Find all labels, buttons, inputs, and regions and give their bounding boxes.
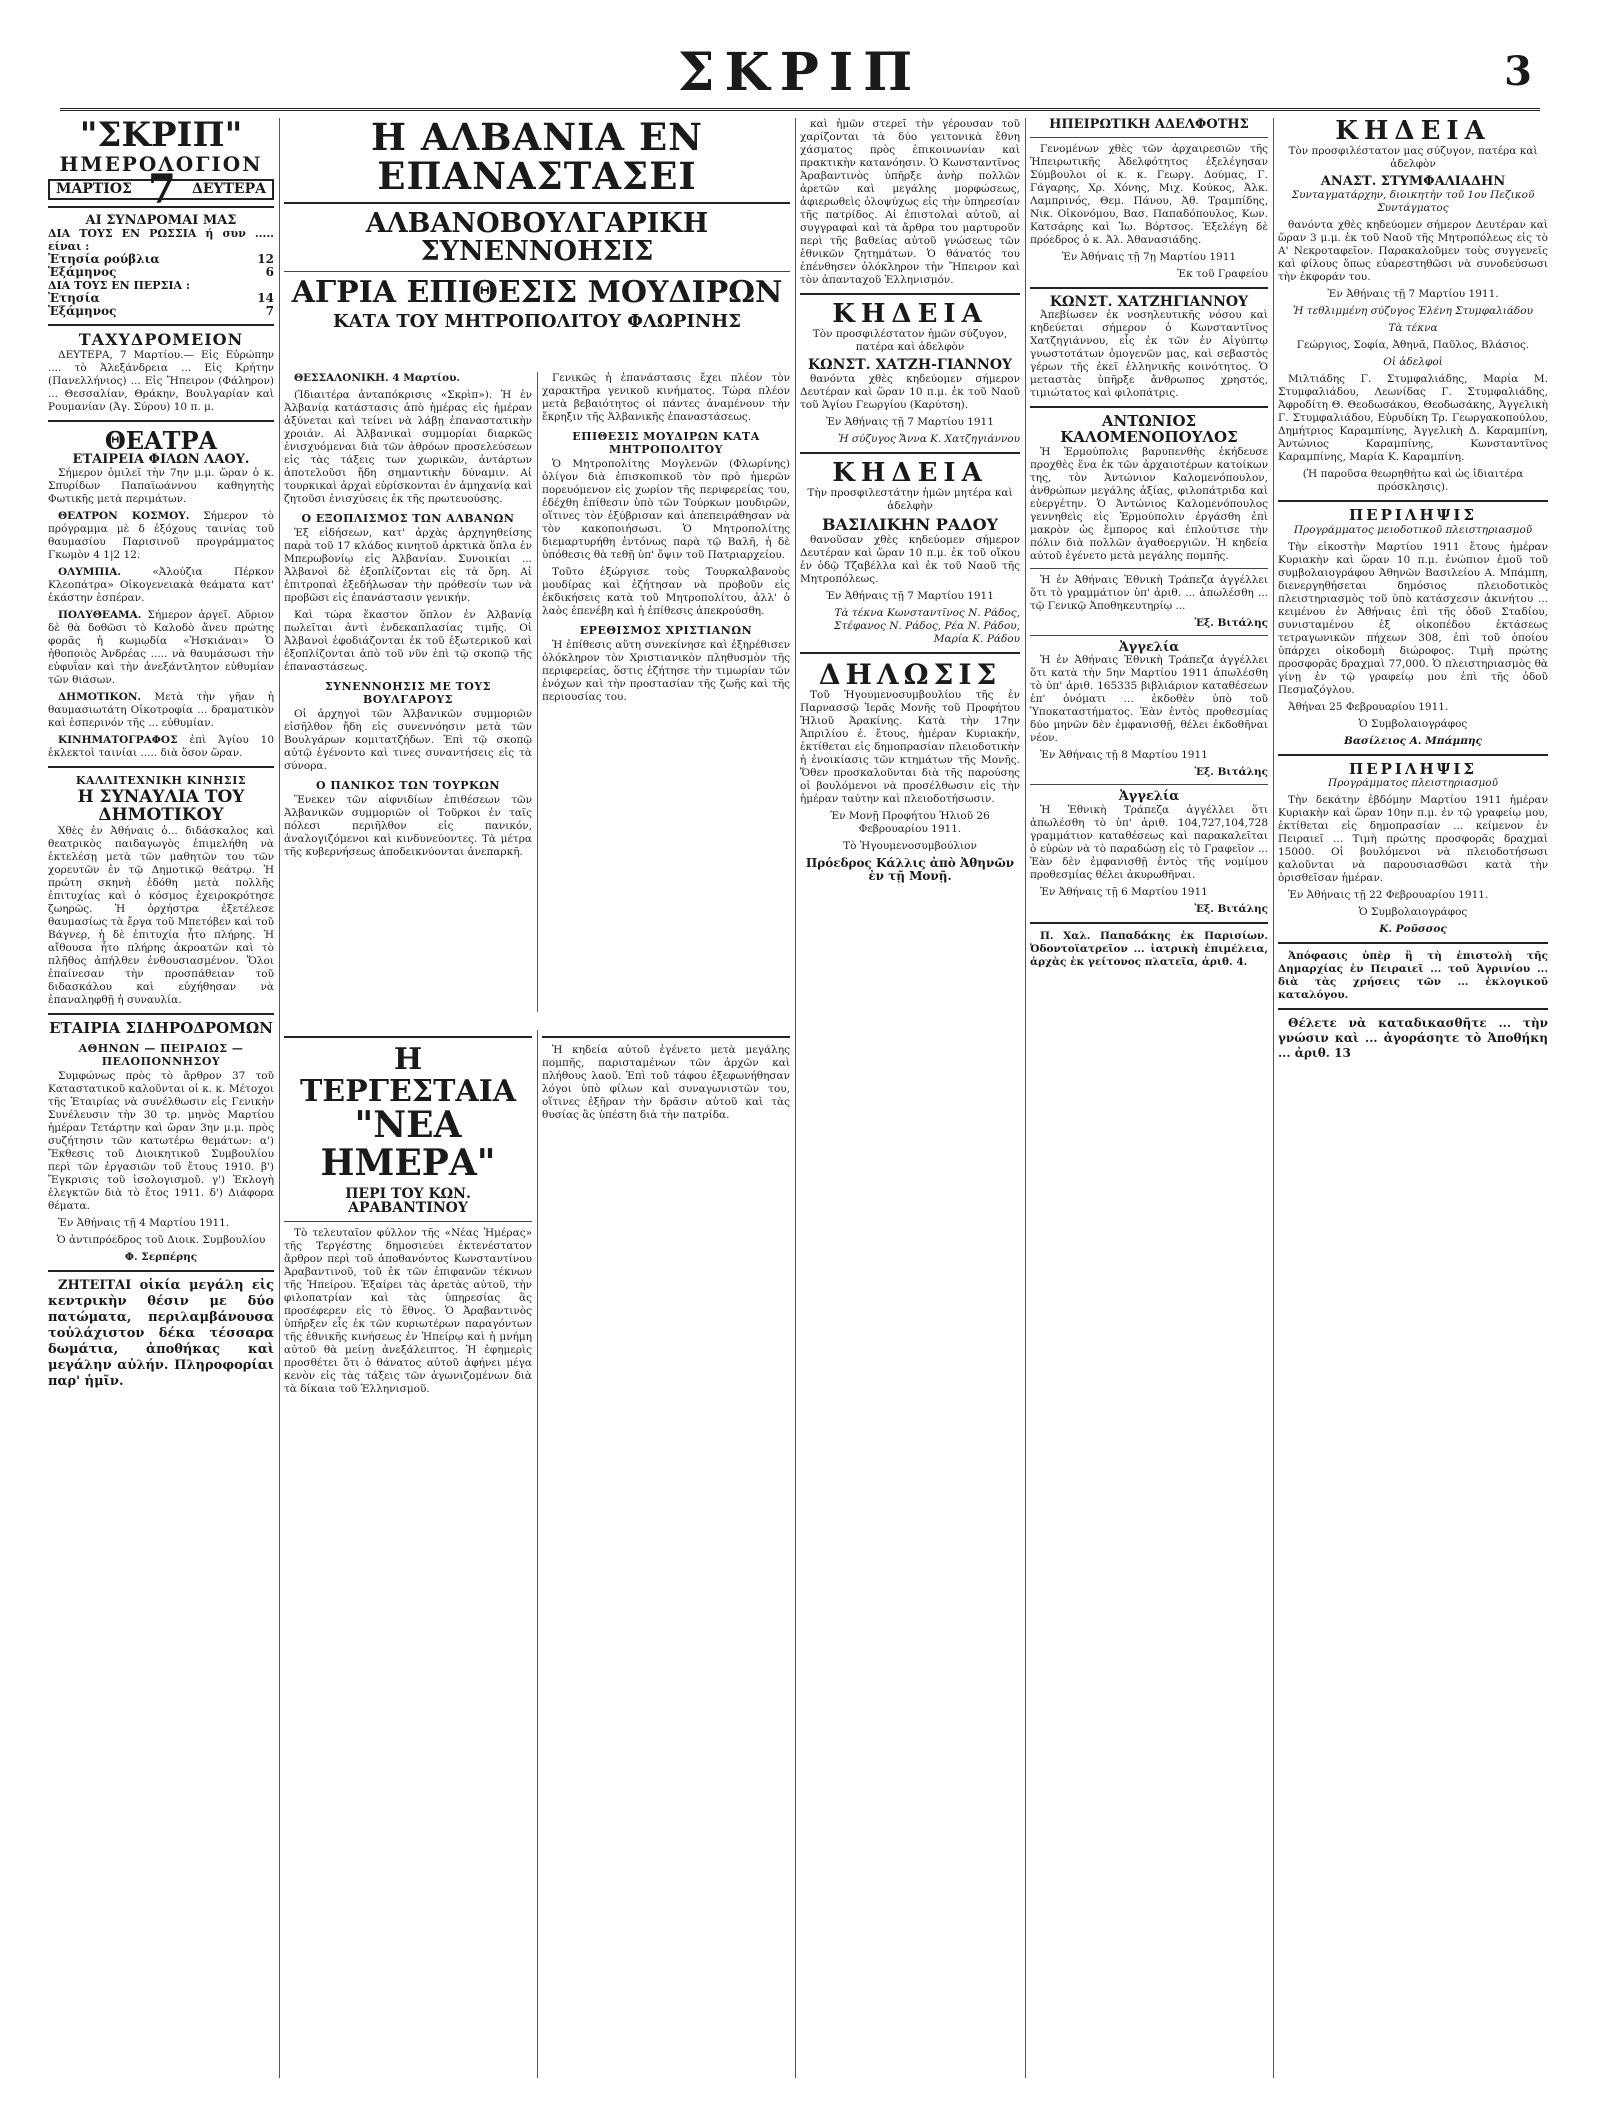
column-rule (1273, 118, 1274, 2078)
decision-notice: Ἀπόφασις ὑπὲρ ἣ τὴ ἐπιστολὴ τῆς Δημαρχίας ἐν Πειραιεῖ ... τοῦ Ἀγρινίου ... διὰ τὰς χρήσεις τῶν ... ἐκλογικοῦ καταλόγου. (1278, 950, 1548, 1002)
summary-text: Τὴν εἰκοστὴν Μαρτίου 1911 ἔτους ἡμέραν Κυριακὴν καὶ ὥραν 10 π.μ. ἐνώπιον ἐμοῦ τοῦ συμβολαιογράφου Ἀθηνῶν Βασιλείου Α. Μπάμπη, διενεργηθήσεται δημόσιος πλειοδοτικὸς πλειστηριασμὸς τοῦ ὑπὸ κατάσχεσιν ἀκινήτου ... κειμένου ἐν Ἀθήναις ἐπὶ τῆς ὁδοῦ Σταδίου, συνισταμένου ἐξ οἰκοπέδου ἐκτάσεως τετραγωνικῶν πήχεων 308, ἐπὶ τοῦ ὁποίου ὑπάρχει οἰκοδομὴ διώροφος. Τιμὴ πρώτης προσφορᾶς δραχμαὶ 77,000. Ὁ πλειστηριασμὸς θὰ γίνῃ ἐν τῷ γραφείῳ μου ἐπὶ τῆς ὁδοῦ Πεσμαζόγλου. (1278, 540, 1548, 696)
column-calendar (48, 118, 274, 2078)
column-rule (537, 1030, 538, 2078)
funeral-heading: ΚΗΔΕΙΑ (1335, 118, 1491, 146)
day-number: 7 (148, 165, 176, 213)
calendar-subtitle: ΗΜΕΡΟΛΟΓΙΟΝ (59, 151, 263, 176)
tergestaia-headline: Η ΤΕΡΓΕΣΤΑΙΑ (299, 1042, 517, 1109)
cinema-entry: ΔΗΜΟΤΙΚΟΝ. Μετὰ τὴν γῆαν ἡ θαυμασιωτάτη Οἰκοτροφία ... δραματικὸν καὶ ἑσπερινόν τῆς ... εὐθυμίαν. (48, 690, 274, 729)
dateline: ΘΕΣΣΑΛΟΝΙΚΗ. 4 Μαρτίου. (294, 372, 461, 384)
funeral-signature: Τὰ τέκνα Κωνσταντῖνος Ν. Ράδος, Στέφανος Ν. Ράδος, Ρέα Ν. Ράδου, Μαρία Κ. Ράδου (834, 607, 1020, 646)
summary-heading: ΠΕΡΙΛΗΨΙΣ (1348, 759, 1478, 778)
bank-notice: Ἡ ἐν Ἀθήναις Ἐθνικὴ Τράπεζα ἀγγέλλει ὅτι κατὰ τὴν 5ην Μαρτίου 1911 ἀπωλέσθη τὸ ὑπ' ἀριθ. 165335 βιβλιάριον καταθέσεων ἐπ' ὀνόματι ... ἐκδοθὲν ὑπὸ τοῦ Ὑποκαταστήματος. Ἐὰν ἐντὸς προθεσμίας δύο μηνῶν δὲν ἐμφανισθῇ, θέλει ἐκδοθῆναι νέον. (1030, 654, 1268, 745)
summary-date: Ἀθήναι 25 Φεβρουαρίου 1911. (1288, 700, 1449, 713)
funeral-siblings-heading: Οἱ ἀδελφοὶ (1383, 355, 1443, 368)
article-text: Οἱ ἀρχηγοὶ τῶν Ἀλβανικῶν συμμοριῶν εἰσῆλθον ἤδη εἰς συνεννόησιν μετὰ τῶν Βουλγάρων κομιτατζήδων. Ἐπὶ τῷ σκοπῷ αὐτῷ ἐγένοντο καὶ τινες συναντήσεις εἰς τὰ σύνορα. (284, 708, 532, 772)
subs-persia-heading: ΔΙΑ ΤΟΥΣ ΕΝ ΠΕΡΣΙΑ : (48, 279, 190, 293)
funeral-heading: ΚΗΔΕΙΑ (832, 299, 988, 329)
cinema-entry: ΚΙΝΗΜΑΤΟΓΡΑΦΟΣ ἐπὶ Ἀγίου 10 ἐκλεκτοὶ ταινίαι ..... διὰ ὅσον ὥραν. (48, 733, 274, 759)
funeral-signature: Ἡ σύζυγος Ἄννα Κ. Χατζηγιάννου (838, 432, 1020, 445)
summary-signature-role: Ὁ Συμβολαιογράφος (1358, 717, 1468, 730)
cinema-entry: ΘΕΑΤΡΟΝ ΚΟΣΜΟΥ. Σήμερον τὸ πρόγραμμα μὲ δ ἐξόχους ταινίας τοῦ θαυμασίου Παρισινοῦ προγράμματος Γκωμὸν 4 1|2 12. (48, 509, 274, 561)
tergestaia-column-left (284, 1030, 532, 2078)
article-text: Καὶ τώρα ἕκαστον ὅπλον ἐν Ἀλβανίᾳ πωλεῖται ἀντὶ ἐνδεκαπλασίας τιμῆς. Οἱ Ἀλβανοὶ ἐφοδιάζονται ἐκ τοῦ ἐξωτερικοῦ καὶ ἐξοπλίζονται ἀπὸ τοῦ νῦν ἐπὶ τῷ σκοπῷ τῆς ἐπαναστάσεως. (284, 609, 532, 673)
funeral-date: Ἐν Ἀθήναις τῇ 7 Μαρτίου 1911 (826, 415, 994, 428)
bank-signature: Ἐξ. Βιτάλης (1194, 616, 1268, 629)
funeral-wife: Ἡ τεθλιμμένη σύζυγος Ἑλένη Στυμφαλιάδου (1293, 304, 1533, 317)
subs-russia-heading: ΔΙΑ ΤΟΥΣ ΕΝ ΡΩΣΣΙΑ ή συν ..... είναι : (48, 227, 274, 254)
obituary-heading: ΚΩΝΣΤ. ΧΑΤΖΗΓΙΑΝΝΟΥ (1049, 293, 1249, 310)
article-text: Τοῦτο ἐξώργισε τοὺς Τουρκαλβανοὺς μουδίρας καὶ ἐζήτησαν νὰ προβοῦν εἰς ἐκδικήσεις κατὰ τοῦ Μητροπολίτου, ἀλλ' ὁ λαὸς ἐπενέβη καὶ ἡ ἐπίθεσις ἀπεκρούσθη. (542, 566, 790, 617)
art-heading: ΚΑΛΛΙΤΕΧΝΙΚΗ ΚΙΝΗΣΙΣ (75, 773, 247, 787)
summary-text: Τὴν δεκάτην ἐβδόμην Μαρτίου 1911 ἡμέραν Κυριακὴν καὶ ὥραν 10ην π.μ. ἐν τῷ γραφείῳ μου, ἐκτίθεται εἰς δημοπρασίαν ... κείμενον ἐν Πειραιεῖ ... Τιμὴ πρώτης προσφορᾶς δραχμαὶ 15000. Οἱ βουλόμενοι νὰ πλειοδοτήσωσι καλοῦνται νὰ παρουσιασθῶσι κατὰ τὴν ὁρισθεῖσαν ἡμέραν. (1278, 794, 1548, 885)
article-text: Ἐξ εἰδήσεων, κατ' ἀρχὰς ἀρχηγηθείσης παρὰ τοῦ 17 κλάδος κινητοῦ ἀρκτικὰ ὅπλα ἐν Μπερωβονίῳ εἰς Ἀλβανίαν. Συνοικίαι ... Ἀλβανοὶ δὲ ἐξοπλίζονται εἰς τὰ ὄρη. Αἱ ἐπιτροπαὶ ἐξεδήλωσαν τὴν πρόθεσίν των νὰ προβῶσι εἰς ἐπανάστασιν γενικήν. (284, 527, 532, 604)
obituary-heading: ΑΝΤΩΝΙΟΣ ΚΑΛΟΜΕΝΟΠΟΥΛΟΣ (1060, 412, 1238, 447)
railway-text: Συμφώνως πρὸς τὸ ἄρθρον 37 τοῦ Καταστατικοῦ καλοῦνται οἱ κ. κ. Μέτοχοι τῆς Ἑταιρίας νὰ συνέλθωσιν εἰς Γενικὴν Συνέλευσιν τὴν 30 τρ. μηνὸς Μαρτίου ἡμέραν Τετάρτην καὶ ὥραν 3ην μ.μ. πρὸς συζήτησιν τῶν κατωτέρω θεμάτων: α') Ἔκθεσις τοῦ Διοικητικοῦ Συμβουλίου περὶ τῶν ἐργασιῶν τοῦ ἔτους 1910. β') Ἔγκρισις τοῦ ἰσολογισμοῦ. γ') Ἐκλογὴ ἐλεγκτῶν διὰ τὸ ἔτος 1911. δ') Διάφορα θέματα. (48, 1070, 274, 1213)
bank-notice-heading: Ἀγγελία (1118, 789, 1180, 805)
albania-headline: Η ΑΛΒΑΝΙΑ ΕΝ ΕΠΑΝΑΣΤΑΣΕΙ (371, 118, 703, 198)
bank-date: Ἐν Ἀθήναις τῇ 6 Μαρτίου 1911 (1040, 886, 1208, 899)
albania-subheadline: ΑΛΒΑΝΟΒΟΥΛΓΑΡΙΚΗ ΣΥΝΕΝΝΟΗΣΙΣ (365, 207, 709, 268)
bank-signature: Ἐξ. Βιτάλης (1194, 903, 1268, 916)
summary-subheading: Προγράμματος μειοδοτικοῦ πλειστηριασμοῦ (1293, 523, 1533, 536)
column-obituaries (800, 118, 1020, 2078)
cinema-entry: ΟΛΥΜΠΙΑ. «Ἀλούζια Πέρκον Κλεοπάτρα» Οἰκογενειακὰ θεάματα κατ' ἐκάστην ἑσπέραν. (48, 565, 274, 604)
section-heading: ΕΠΙΘΕΣΙΣ ΜΟΥΔΙΡΩΝ ΚΑΤΑ ΜΗΤΡΟΠΟΛΙΤΟΥ (572, 430, 760, 456)
brotherhood-text: Γενομένων χθὲς τῶν ἀρχαιρεσιῶν τῆς Ἠπειρωτικῆς Ἀδελφότητος ἐξελέγησαν Σύμβουλοι οἱ κ. κ. Γεωργ. Δούμας, Γ. Γάγαρης, Χρ. Χόνης, Μιχ. Κούκος, Ἀλκ. Λαμπρινός, Θεμ. Πάνου, Ἀθ. Τραμπίδης, Νικ. Οἰκονόμου, Βασ. Παπαδόπουλος, Κων. Κατσάρης καὶ Ἰω. Βόρτσος. Ἐξελέγη δὲ πρόεδρος ὁ κ. Ἀλ. Ἀθανασιάδης. (1030, 142, 1268, 246)
column-rule (795, 118, 796, 2078)
article-text: Ἡ ἐπίθεσις αὕτη συνεκίνησε καὶ ἐξηρέθισεν ὁλόκληρον τὸν Χριστιανικὸν πληθυσμὸν τῆς περιφερείας, ὅστις ἐζήτησε τὴν τιμωρίαν τῶν ἐνόχων καὶ τὴν προστασίαν τῆς ζωῆς καὶ τῆς περιουσίας του. (542, 639, 790, 703)
section-heading: Ο ΕΞΟΠΛΙΣΜΟΣ ΤΩΝ ΑΛΒΑΝΩΝ (301, 512, 515, 525)
article-continued: καὶ ἡμῶν στερεῖ τὴν γέρουσαν τοῦ χαρίζονται τὰ δύο γειτονικὰ ἔθνη χάσματος πρὸς ἐπικοινωνίαν καὶ πρακτικὴν κατανόησιν. Ὁ Κωνσταντῖνος Ἀραβαντινὸς ὑπῆρξε ἀνὴρ πολλῶν ἀρετῶν καὶ μεγάλης μορφώσεως, ἀφιερωθεὶς ὁλοψύχως εἰς τὴν ὑπηρεσίαν τῆς πατρίδος. Αἱ ἐπιστολαὶ αὐτοῦ, αἱ συγγραφαὶ καὶ τὰ ἄρθρα του μαρτυροῦν περὶ τῆς βαθείας αὐτοῦ γνώσεως τῶν ἐθνικῶν ζητημάτων. Ὁ θάνατός του ἐπένθησεν ὁλόκληρον τὴν Ἤπειρον καὶ τὸν ἀπανταχοῦ Ἑλληνισμόν. (800, 118, 1020, 286)
page-number: 3 (1504, 48, 1532, 95)
column-rule (1025, 118, 1026, 2078)
theatre-heading: ΘΕΑΤΡΑ (104, 426, 218, 456)
post-text: ΔΕΥΤΕΡΑ, 7 Μαρτίου.— Εἰς Εὐρώπην .... τὸ Ἀλεξάνδρεια ... Εἰς Κρήτην (Πανελλήνιος) ... Εἰς Ἤπειρον (Φάληρον) ... Θεσσαλίαν, Θράκην, Βουλγαρίαν καὶ Ρουμανίαν (Ἀγ. Σύρου) 10 π. μ. (48, 349, 274, 414)
bank-notice: Ἡ Ἐθνικὴ Τράπεζα ἀγγέλλει ὅτι ἀπωλέσθη τὸ ὑπ' ἀριθ. 104,727,104,728 γραμμάτιον καταθέσεως καὶ παρακαλεῖται ὁ εὑρὼν νὰ τὸ παραδώσῃ εἰς τὸ Γραφεῖον ... Ἐὰν δὲν ἐμφανισθῇ ἐντὸς τῆς νομίμου προθεσμίας θέλει ἀκυρωθῆναι. (1030, 804, 1268, 882)
funeral-text: θανοῦσαν χθὲς κηδεύομεν σήμερον Δευτέραν καὶ ὥραν 10 π.μ. ἐκ τοῦ οἴκου ἐν ὁδῷ Τζαβέλλα καὶ ἐκ τοῦ Ναοῦ τῆς Μητροπόλεως. (800, 534, 1020, 586)
column-notices (1278, 118, 1548, 2078)
bank-notice-heading: Ἀγγελία (1118, 639, 1180, 655)
wanted-ad: ΖΗΤΕΙΤΑΙ οἰκία μεγάλη εἰς κεντρικὴν θέσιν με δύο πατώματα, περιλαμβάνουσα τοὐλάχιστον δέκα τέσσαρα δωμάτια, ἀποθήκας καὶ μεγάλην αὐλήν. Πληροφορίαι παρ' ἡμῖν. (48, 1278, 274, 1390)
subscriptions-heading: ΑΙ ΣΥΝΔΡΟΜΑΙ ΜΑΣ (85, 212, 237, 228)
bank-signature: Ἐξ. Βιτάλης (1194, 766, 1268, 779)
summary-subheading: Προγράμματος πλειστηριασμοῦ (1328, 777, 1498, 790)
summary-date: Ἐν Ἀθήναις τῇ 22 Φεβρουαρίου 1911. (1288, 889, 1489, 902)
albania-attack-subheadline: ΚΑΤΑ ΤΟΥ ΜΗΤΡΟΠΟΛΙΤΟΥ ΦΛΩΡΙΝΗΣ (332, 310, 742, 332)
month: ΜΑΡΤΙΟΣ (56, 180, 132, 197)
railway-heading: ΕΤΑΙΡΙΑ ΣΙΔΗΡΟΔΡΟΜΩΝ (49, 1018, 273, 1037)
funeral-children: Γεώργιος, Σοφία, Ἀθηνᾶ, Παῦλος, Βλάσιος. (1296, 338, 1530, 351)
obituary-text: Ἀπεβίωσεν ἐκ νοσηλευτικῆς νόσου καὶ κηδεύεται σήμερον ὁ Κωνσταντῖνος Χατζηγιάννου, εἷς ἐκ τῶν ἐν Αἰγύπτῳ γνωστοτάτων ὁμογενῶν μας, καὶ σεβαστὸς γέρων τῆς ἐκεῖ ἑλληνικῆς κοινότητος. Ὁ μεταστὰς ὑπῆρξε ἄνθρωπος χρηστός, τιμιώτατος καὶ φιλοπάτρις. (1030, 309, 1268, 400)
funeral-siblings: Μιλτιάδης Γ. Στυμφαλιάδης, Μαρία Μ. Στυμφαλιάδου, Λεωνίδας Γ. Στυμφαλιάδης, Ἀφροδίτη Θ. Θεοδωσάκου, Θεοδωσάκης, Ἀγγελικὴ Γ. Στυμφαλιάδου, Εὐρυδίκη Τρ. Γεωργακοπούλου, Δημήτριος Καραμπίνης, Ἀγγελικὴ Δ. Καραμπίνη, Ἀντώνιος Καραμπίνης, Κωνσταντῖνος Καραμπίνης, Μαρία Κ. Καραμπίνη. (1278, 372, 1548, 463)
albania-column-left (284, 372, 532, 1012)
dentist-ad: Π. Χαλ. Παπαδάκης ἐκ Παρισίων. Ὀδοντοϊατρεῖον ... ἰατρικὴ ἐπιμέλεια, ἀρχὰς ἐκ γείτονος πλατεῖα, ἀριθ. 4. (1030, 930, 1268, 969)
article-text: Ὁ Μητροπολίτης Μογλενῶν (Φλωρίνης) ὀλίγον διὰ ἐπισκοπικοῦ τὸν πρὸ ἡμερῶν πορευόμενον εἰς χωρίον τῆς περιφερείας του, ἐδέχθη ἐπίθεσιν ὑπὸ τῶν Τούρκων μουδιρῶν, οἵτινες τὸν ἐξύβρισαν καὶ ἀπεπειράθησαν νὰ τὸν κακοποιήσωσι. Ὁ Μητροπολίτης διεμαρτυρήθη ἐντόνως παρὰ τῷ Βαλῆ, ἡ δὲ ὑπόθεσις θὰ τεθῇ ὑπ' ὄψιν τοῦ Πατριαρχείου. (542, 458, 790, 561)
article-text: Ἡ κηδεία αὐτοῦ ἐγένετο μετὰ μεγάλης πομπῆς, παρισταμένων τῶν ἀρχῶν καὶ πλήθους λαοῦ. Ἐπὶ τοῦ τάφου ἐξεφωνήθησαν λόγοι ὑπὸ φίλων καὶ συναγωνιστῶν του, οἵτινες ἐξῆραν τὴν δρᾶσιν αὐτοῦ καὶ τὰς θυσίας ἃς ὑπέστη διὰ τὴν πατρίδα. (542, 1044, 790, 1121)
brotherhood-date: Ἐν Ἀθήναις τῇ 7ῃ Μαρτίου 1911 (1061, 250, 1237, 263)
article-text: Γενικῶς ἡ ἐπανάστασις ἔχει πλέον τὸν χαρακτῆρα γενικοῦ κινήματος. Τώρα πλέον μετὰ βεβαιότητος οἱ πάντες ἀναμένουν τὴν ἔκρηξιν τῆς Ἀλβανικῆς ἐπαναστάσεως. (542, 372, 790, 423)
funeral-intro: Τὴν προσφιλεστάτην ἡμῶν μητέρα καὶ ἀδελφὴν (807, 487, 1013, 513)
summary-signature: Κ. Ροῦσσος (1379, 923, 1447, 936)
section-heading: ΕΡΕΘΙΣΜΟΣ ΧΡΙΣΤΙΑΝΩΝ (579, 624, 753, 637)
funeral-children-heading: Τὰ τέκνα (1388, 321, 1438, 334)
masthead (60, 38, 1540, 111)
weekday: ΔΕΥΤΕΡΑ (191, 180, 266, 197)
tergestaia-subheadline: ΠΕΡΙ ΤΟΥ ΚΩΝ. ΑΡΑΒΑΝΤΙΝΟΥ (345, 1185, 471, 1217)
railway-subheading: ΑΘΗΝΩΝ — ΠΕΙΡΑΙΩΣ — ΠΕΛΟΠΟΝΝΗΣΟΥ (78, 1042, 244, 1069)
summary-signature: Βασίλειος Α. Μπάμπης (1344, 734, 1482, 747)
article-text: Τὸ τελευταῖον φύλλον τῆς «Νέας Ἡμέρας» τῆς Τεργέστης δημοσιεύει ἐκτενέστατον ἄρθρον περὶ τοῦ ἀποθανόντος Κωνσταντίνου Ἀραβαντινοῦ, τοῦ ἐκ τῶν ἐπιφανῶν τέκνων τῆς Ἠπείρου. Ἐξαίρει τὰς ἀρετὰς αὐτοῦ, τὴν φιλοπατρίαν καὶ τὰς ὑπηρεσίας ἃς προσέφερεν εἰς τὸ ἔθνος. Ὁ Ἀραβαντινὸς ὑπῆρξεν εἷς ἐκ τῶν κυριωτέρων παραγόντων τῆς ἐθνικῆς κινήσεως ἐν Ἠπείρῳ καὶ ἡ μνήμη αὐτοῦ θὰ μείνῃ ἀνεξάλειπτος. Ἡ ἐφημερὶς προσθέτει ὅτι ὁ θάνατος αὐτοῦ ἀφήνει μέγα κενὸν εἰς τὰς τάξεις τῶν ἀγωνιζομένων διὰ τὰ δίκαια τοῦ Ἑλληνισμοῦ. (284, 1226, 532, 1395)
funeral-heading: ΚΗΔΕΙΑ (832, 457, 988, 488)
funeral-intro: Τὸν προσφιλέστατον ἡμῶν σύζυγον, πατέρα καὶ ἀδελφὸν (812, 328, 1008, 354)
society-text: Σήμερον ὁμιλεῖ τὴν 7ην μ.μ. ὥραν ὁ κ. Σπυρίδων Παπαϊωάννου καθηγητὴς Φωτικῆς μετὰ περιμάτων. (48, 466, 274, 505)
subs-row: Ἐτησία ρούβλια 12 (48, 252, 274, 267)
obituary-text: Ἡ Ἑρμούπολις βαρυπενθὴς ἐκήδευσε προχθὲς ἕνα ἐκ τῶν ἀρχαιοτέρων κατοίκων της, τὸν Ἀντώνιον Καλομενόπουλον, ἀνθρώπων μεγάλης ἀξίας, φιλοπάτριδα καὶ εὐεργέτην. Ὁ Ἀντώνιος Καλομενόπουλος γεννηθεὶς εἰς Ἑρμούπολιν ἐργάσθη ἐπὶ μακρὸν ὡς ἔμπορος καὶ ἐπλούτισε τὴν πόλιν διὰ πολλῶν ἀγαθοεργιῶν. Ἡ κηδεία αὐτοῦ ἐγένετο μετὰ μεγάλης πομπῆς. (1030, 445, 1268, 562)
funeral-text: θανόντα χθὲς κηδεύομεν σήμερον Δευτέραν καὶ ὥραν 3 μ.μ. ἐκ τοῦ Ναοῦ τῆς Μητροπόλεως εἰς τὸ Α' Νεκροταφεῖον. Παρακαλοῦμεν τοὺς συγγενεῖς καὶ φίλους ὅπως εὐαρεστηθῶσι νὰ συνοδεύσωσι τὴν ἐκφοράν του. (1278, 218, 1548, 283)
railway-date: Ἐν Ἀθήναις τῇ 4 Μαρτίου 1911. (58, 1217, 230, 1230)
albania-attack-headline: ΑΓΡΙΑ ΕΠΙΘΕΣΙΣ ΜΟΥΔΙΡΩΝ (291, 275, 783, 311)
railway-signature: Φ. Σερπέρης (124, 1251, 198, 1264)
summary-signature-role: Ὁ Συμβολαιογράφος (1358, 906, 1468, 919)
subs-row: Ἐτησία 14 (48, 291, 274, 306)
final-ad: Θέλετε νὰ καταδικασθῆτε ... τὴν γνώσιν καὶ ... ἀγοράσητε τὸ Ἀποθήκη ... ἀριθ. 13 (1278, 1016, 1548, 1061)
funeral-text: θανόντα χθὲς κηδεύομεν σήμερον Δευτέραν καὶ ὥραν 10 π.μ. ἐκ τοῦ Ναοῦ τοῦ Ἁγίου Γεωργίου (Καρύτση). (800, 372, 1020, 411)
newspaper-title: ΣΚΡΙΠ (677, 42, 923, 103)
bank-notice: Ἡ ἐν Ἀθήναις Ἐθνικὴ Τράπεζα ἀγγέλλει ὅτι τὸ γραμμάτιον ὑπ' ἀριθ. ... ἀπωλέσθη ... τῷ Γενικῷ Ἀποθηκευτηρίῳ ... (1030, 573, 1268, 612)
funeral-note: (Ἡ παροῦσα θεωρηθήτω καὶ ὡς ἰδιαιτέρα πρόσκλησις). (1302, 467, 1524, 493)
bank-date: Ἐν Ἀθήναις τῇ 8 Μαρτίου 1911 (1040, 749, 1208, 762)
funeral-date: Ἐν Ἀθήναις τῇ 7 Μαρτίου 1911. (1327, 287, 1499, 300)
summary-heading: ΠΕΡΙΛΗΨΙΣ (1348, 505, 1478, 524)
column-rule (537, 372, 538, 1012)
notice-text: Τοῦ Ἡγουμενοσυμβουλίου τῆς ἐν Παρνασσῷ Ἱερᾶς Μονῆς τοῦ Προφήτου Ἠλιοῦ Ἀρακίνης. Κατὰ τὴν 17ην Ἀπριλίου ἐ. ἔτους, ἡμέραν Κυριακήν, ἐκτίθεται εἰς δημοπρασίαν πλειοδοτικὴν ἡ ἐνοικίασις τῶν κτημάτων τῆς Μονῆς. Ὅθεν προσκαλοῦνται διὰ τῆς παρούσης οἱ βουλόμενοι νὰ προσέλθωσιν εἰς τὴν ἡμέραν ταύτην καὶ πλειοδοτήσωσιν. (800, 689, 1020, 806)
section-heading: ΣΥΝΕΝΝΟΗΣΙΣ ΜΕ ΤΟΥΣ ΒΟΥΛΓΑΡΟΥΣ (325, 680, 491, 706)
article-text: Ἕνεκεν τῶν αἰφνιδίων ἐπιθέσεων τῶν Ἀλβανικῶν συμμοριῶν οἱ Τοῦρκοι ἐν ταῖς πόλεσι περιῆλθον εἰς πανικόν, ἀναλογιζόμενοι καὶ κινδυνεύοντες. Τὰ μέτρα τῆς κυβερνήσεως ἀποδεικνύονται ἀνεπαρκῆ. (284, 794, 532, 858)
article-text: (Ἰδιαιτέρα ἀνταπόκρισις «Σκρὶπ»). Ἡ ἐν Ἀλβανίᾳ κατάστασις ἀπὸ ἡμέρας εἰς ἡμέραν ἀξύνεται καὶ τείνει νὰ λάβῃ ἐπαναστατικὴν χροιάν. Αἱ Ἀλβανικαὶ συμμορίαι διαρκῶς ἐνισχυόμεναι διὰ τῶν ἀθρόων προσελεύσεων εἰς τὰς τάξεις των χωρικῶν, ἀντάρτων ἀποτελοῦσι ἤδη σημαντικὴν δύναμιν. Αἱ τουρκικαὶ ἀρχαὶ εὑρίσκονται ἐν ἀμηχανίᾳ καὶ ζητοῦσι ἐνισχύσεις ἐκ τῆς πρωτευούσης. (284, 389, 532, 505)
funeral-name: ΑΝΑΣΤ. ΣΤΥΜΦΑΛΙΑΔΗΝ (1320, 174, 1506, 190)
albania-headlines (284, 118, 790, 368)
funeral-role: Συνταγματάρχην, διοικητὴν τοῦ 1ου Πεζικοῦ Συντάγματος (1291, 188, 1535, 214)
funeral-name: ΒΑΣΙΛΙΚΗΝ ΡΑΔΟΥ (821, 515, 999, 535)
brotherhood-heading: ΗΠΕΙΡΩΤΙΚΗ ΑΔΕΛΦΟΤΗΣ (1049, 118, 1249, 132)
funeral-date: Ἐν Ἀθήναις τῇ 7 Μαρτίου 1911 (826, 590, 994, 603)
notice-heading: ΔΗΛΩΣΙΣ (818, 658, 1002, 692)
society-heading: ΕΤΑΙΡΕΙΑ ΦΙΛΩΝ ΛΑΟΥ. (72, 452, 250, 468)
concert-heading: Η ΣΥΝΑΥΛΙΑ ΤΟΥ ΔΗΜΟΤΙΚΟΥ (77, 786, 245, 825)
cinema-entry: ΠΟΛΥΘΕΑΜΑ. Σήμερον ἀργεῖ. Αὔριον δὲ θὰ δοθῶσι τὸ Καλοδὸ ἄνευ πρώτης φορᾶς ἡ κωμῳδία «Ἠσκιάναι» Ὁ ἠθοποιὸς Ἀνδρέας ..... νὰ θαυμάσωσι τὴν εὐφυΐαν καὶ τὴν ἀνεξάντλητον εὐθυμίαν τῶν θιάσων. (48, 608, 274, 686)
date-box (48, 165, 274, 213)
funeral-intro: Τὸν προσφιλέστατον μας σύζυγον, πατέρα καὶ ἀδελφὸν (1288, 145, 1538, 171)
concert-text: Χθὲς ἐν Ἀθήναις ὁ... διδάσκαλος καὶ θεατρικὸς παιδαγωγὸς ἐπιμελήθη νὰ ἐκτελέσῃ μετὰ τῶν μαθητῶν του τῶν χορευτῶν ἐν τῷ Δημοτικῷ θεάτρῳ. Ἡ πρώτη σκηνὴ ἐδόθη μετὰ πολλῆς ἐπιτυχίας καὶ ὁ κόσμος ἐχειροκρότησε ζωηρῶς. Ἡ ὀρχήστρα ἐξετέλεσε θαυμασίως τὰ ἔργα τοῦ Μπετόβεν καὶ τοῦ Βάγνερ, ἡ δὲ ἐπιτυχία ἦτο πλήρης. Ἡ αἴθουσα ἦτο πλήρης ἀκροατῶν καὶ τὸ πλῆθος ἀπήλθεν ἐνθουσιασμένον. Ὅλοι ἐπαίνεσαν τὴν προσπάθειαν τοῦ διδασκάλου καὶ εὐχήθησαν νὰ ἐπαναληφθῇ ἡ συναυλία. (48, 824, 274, 1006)
notice-signature: Τὸ Ἡγουμενοσυμβούλιον (843, 840, 977, 853)
column-news (1030, 118, 1268, 2078)
subs-row: Ἑξάμηνος 7 (48, 304, 274, 319)
calendar-title: "ΣΚΡΙΠ" (79, 118, 243, 155)
notice-footer: Πρόεδρος Κάλλις ἀπὸ Ἀθηνῶν ἐν τῇ Μονῇ. (805, 856, 1015, 884)
notice-date: Ἐν Μονῇ Προφήτου Ἠλιοῦ 26 Φεβρουαρίου 1911. (830, 810, 990, 836)
post-heading: ΤΑΧΥΔΡΟΜΕΙΟΝ (78, 330, 244, 350)
brotherhood-signature: Ἐκ τοῦ Γραφείου (1177, 267, 1268, 280)
railway-signature-role: Ὁ ἀντιπρόεδρος τοῦ Διοικ. Συμβουλίου (56, 1234, 266, 1247)
section-heading: Ο ΠΑΝΙΚΟΣ ΤΩΝ ΤΟΥΡΚΩΝ (316, 779, 500, 792)
subs-row: Ἑξάμηνος 6 (48, 265, 274, 280)
column-rule (279, 118, 280, 2078)
tergestaia-column-right (542, 1030, 790, 2078)
funeral-name: ΚΩΝΣΤ. ΧΑΤΖΗ-ΓΙΑΝΝΟΥ (807, 357, 1013, 374)
tergestaia-title: "ΝΕΑ ΗΜΕΡΑ" (320, 1104, 496, 1184)
albania-column-right (542, 372, 790, 1012)
